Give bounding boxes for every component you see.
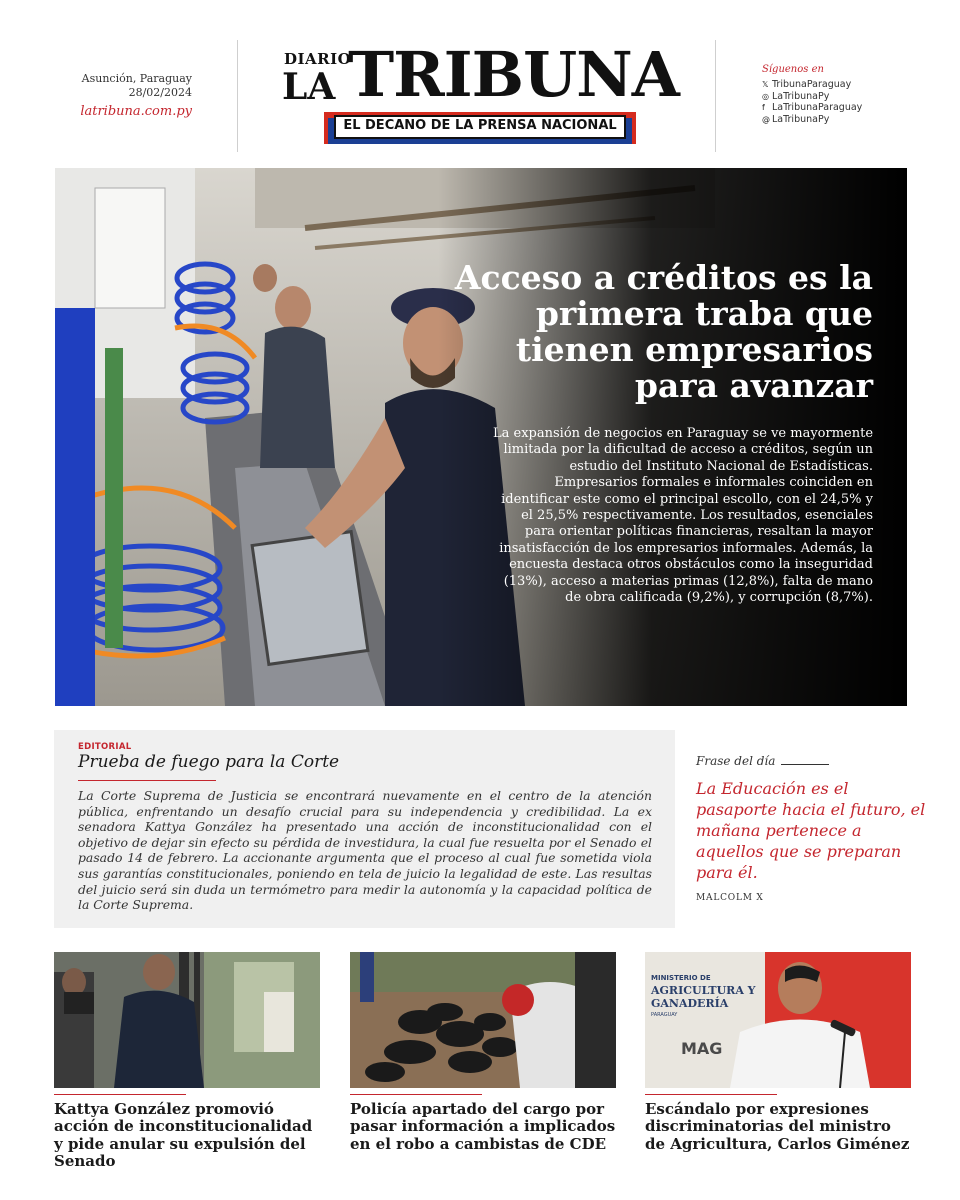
story-card[interactable] xyxy=(645,952,911,1153)
story-photo-courthouse xyxy=(54,952,320,1088)
social-handle: LaTribunaParaguay xyxy=(772,102,863,113)
story-card[interactable] xyxy=(350,952,616,1153)
threads-icon: @ xyxy=(762,114,770,124)
social-handle: LaTribunaPy xyxy=(772,90,830,102)
location: Asunción, Paraguay xyxy=(81,72,192,85)
social-item-x[interactable] xyxy=(762,79,932,90)
story-card[interactable] xyxy=(54,952,320,1171)
social-item-threads[interactable] xyxy=(762,114,932,125)
quote-author: MALCOLM X xyxy=(696,893,764,903)
logo-la: LA xyxy=(282,66,336,108)
story-title[interactable]: Kattya González promovió acción de inconstitucionalidad y pide anular su expulsión del Senado xyxy=(54,1100,313,1171)
sign-line-2: AGRICULTURA Y xyxy=(651,984,756,997)
social-handle: TribunaParaguay xyxy=(772,79,852,90)
flag-banner xyxy=(324,112,636,144)
social-item-facebook[interactable] xyxy=(762,102,932,113)
social-title: Síguenos en xyxy=(762,64,824,75)
quote-of-the-day xyxy=(696,754,926,903)
quote-label-row xyxy=(696,754,926,768)
logo-diario: DIARIO xyxy=(284,50,352,68)
instagram-icon: ◎ xyxy=(762,91,769,101)
story-divider xyxy=(54,1094,186,1095)
website-link[interactable]: latribuna.com.py xyxy=(80,104,192,119)
sign-line-1: MINISTERIO DE xyxy=(651,974,711,982)
editorial-kicker: EDITORIAL xyxy=(78,742,132,752)
story-title[interactable]: Escándalo por expresiones discriminatorias del ministro de Agricultura, Carlos Giménez xyxy=(645,1100,910,1153)
social-item-instagram[interactable] xyxy=(762,91,932,102)
quote-text: La Educación es el pasaporte hacia el futuro, el mañana pertenece a aquellos que se preparan para él. xyxy=(696,779,926,882)
story-photo-minister xyxy=(645,952,911,1088)
divider xyxy=(237,40,238,152)
social-handle: LaTribunaPy xyxy=(772,113,830,125)
sign-line-4: PARAGUAY xyxy=(651,1012,678,1018)
quote-label-line xyxy=(781,764,829,765)
masthead-info xyxy=(60,72,192,119)
story-photo-seized-bags xyxy=(350,952,616,1088)
editorial-title[interactable]: Prueba de fuego para la Corte xyxy=(78,752,340,772)
hero-body: La expansión de negocios en Paraguay se ve mayormente limitada por la dificultad de acceso a créditos, según un estudio del Instituto Nacional de Estadísticas. Empresarios formales e informales coinciden en identificar este como el principal escollo, con el 24,5% y el 25,5% respectivamente. Los resultados, esenciales para orientar políticas financieras, resaltan la mayor insatisfacción de los empresarios informales. Además, la encuesta destaca otros obstáculos como la inseguridad (13%), acceso a materias primas (12,8%), falta de mano de obra calificada (9,2%), y corrupción (8,7%). xyxy=(493,426,874,606)
logo-tribuna: TRIBUNA xyxy=(348,38,679,111)
editorial-text: La Corte Suprema de Justicia se encontrará nuevamente en el centro de la atención pública, enfrentando un desafío crucial para su independencia y credibilidad. La ex senadora Kattya González ha presentado una acción de inconstitucionalidad con el objetivo de dejar sin efecto su pérdida de investidura, la cual fue resuelta por el Senado el pasado 14 de febrero. La accionante argumenta que el proceso al cual fue sometida viola sus garantías constitucionales, poniendo en tela de juicio la legalidad de este. Las resultas del juicio será sin duda un termómetro para medir la autonomía y la capacidad política de la Corte Suprema. xyxy=(78,788,652,913)
hero-headline[interactable]: Acceso a créditos es la primera traba que tienen empresarios para avanzar xyxy=(454,258,873,405)
quote-label: Frase del día xyxy=(696,754,776,768)
issue-date: 28/02/2024 xyxy=(128,86,192,99)
story-divider xyxy=(645,1094,777,1095)
logo-motto: EL DECANO DE LA PRENSA NACIONAL xyxy=(343,118,617,133)
editorial-underline xyxy=(78,780,216,781)
divider xyxy=(715,40,716,152)
story-title[interactable]: Policía apartado del cargo por pasar información a implicados en el robo a cambistas de CDE xyxy=(350,1100,616,1153)
sign-line-3: GANADERÍA xyxy=(651,997,729,1010)
social-links xyxy=(762,64,932,125)
story-divider xyxy=(350,1094,482,1095)
newspaper-logo[interactable] xyxy=(282,38,682,150)
x-icon: 𝕏 xyxy=(762,80,769,89)
editorial-box xyxy=(54,730,675,928)
facebook-icon: f xyxy=(762,103,765,112)
sign-mag: MAG xyxy=(681,1039,723,1058)
hero-story[interactable] xyxy=(55,168,907,706)
